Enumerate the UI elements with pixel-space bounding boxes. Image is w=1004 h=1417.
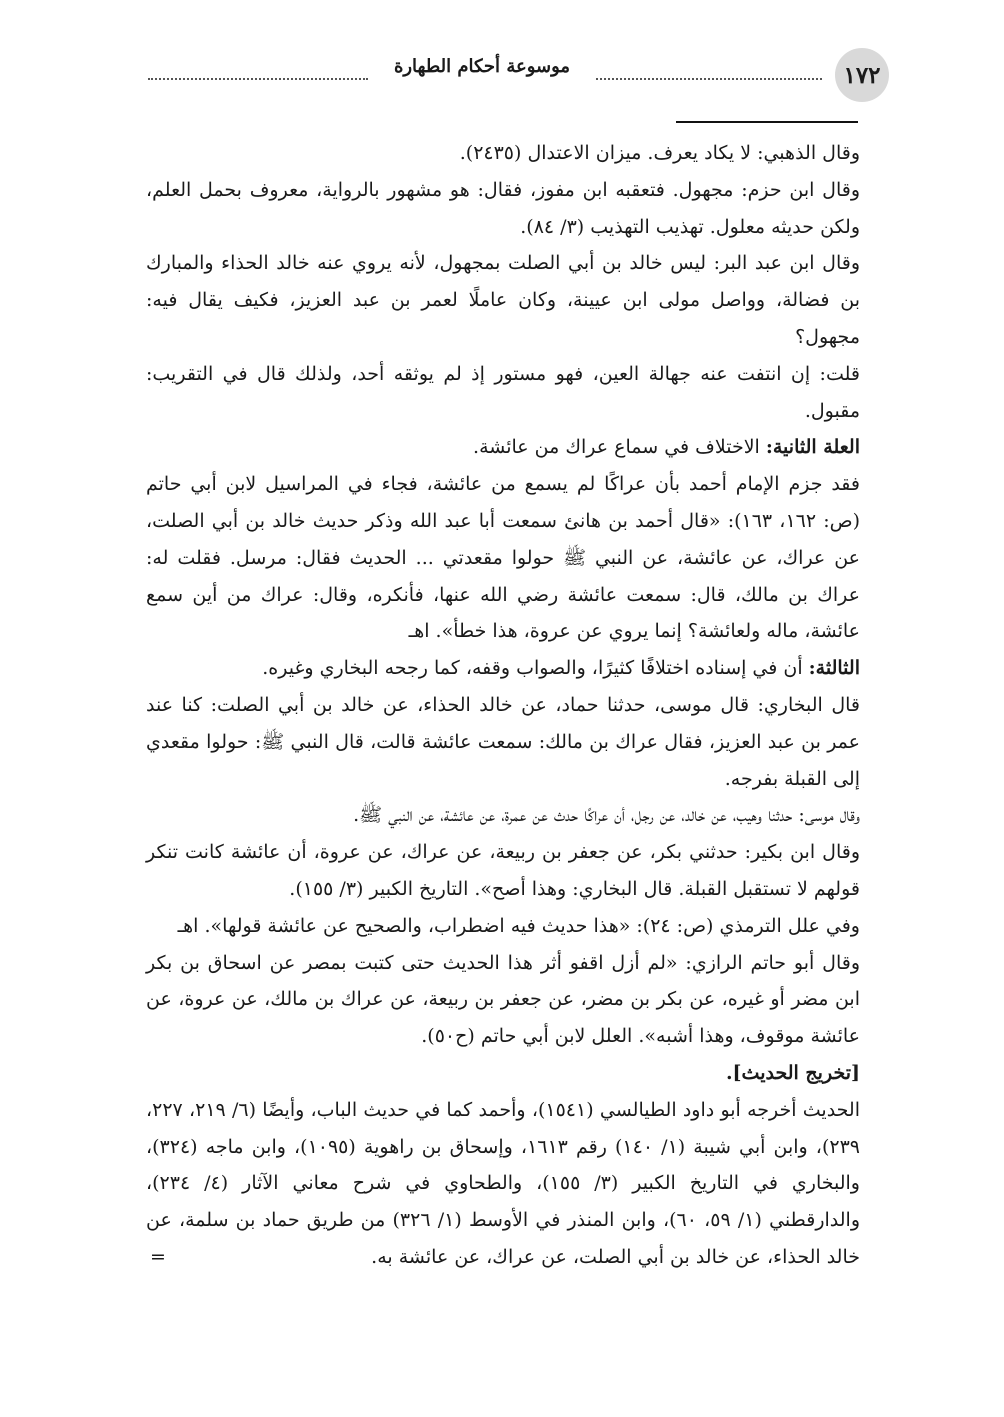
paragraph-text: وقال ابن بكير: حدثني بكر، عن جعفر بن ربيعة، عن عراك، عن عروة، أن عائشة كانت تنكر قولهم لا تستقبل القبلة. قال البخاري: وهذا أصح». التاريخ الكبير (٣/ ١٥٥). [146,841,860,900]
paragraph-text: قلت: إن انتفت عنه جهالة العين، فهو مستور إذ لم يوثقه أحد، ولذلك قال في التقريب: مقبول. [146,362,860,422]
paragraph-text: الاختلاف في سماع عراك من عائشة. [473,436,766,459]
paragraph-text: قال البخاري: قال موسى، حدثنا حماد، عن خالد الحذاء، عن خالد بن أبي الصلت: كنا عند عمر بن عبد العزيز، فقال عراك بن مالك: سمعت عائشة قالت، قال النبي ﷺ: حولوا مقعدي إلى القبلة بفرجه. [146,693,860,790]
paragraph [146,135,860,172]
paragraph [146,945,860,1055]
paragraph [146,1092,860,1276]
paragraph-text: وقال موسى: حدثنا وهيب، عن خالد، عن رجل، أن عراكًا حدث عن عمرة، عن عائشة، عن النبي ﷺ. [353,804,860,827]
paragraph [146,797,860,834]
paragraph [146,429,860,466]
paragraph [146,650,860,687]
paragraph-label: [تخريج الحديث]. [725,1061,860,1084]
paragraph-text: وقال ابن حزم: مجهول. فتعقبه ابن مفوز، فقال: هو مشهور بالرواية، معروف بحمل العلم، ولكن حديثه معلول. تهذيب التهذيب (٣/ ٨٤). [146,178,860,238]
paragraph [146,834,860,908]
continuation-mark: = [150,1245,166,1268]
paragraph [146,466,860,650]
header-dotted-rule-left [148,60,368,80]
page-number: ١٧٢ [835,48,889,102]
paragraph-label: الثالثة: [808,657,860,680]
paragraph-text: وفي علل الترمذي (ص: ٢٤): «هذا حديث فيه اضطراب، والصحيح عن عائشة قولها». اهـ [177,914,860,937]
footnote-body [146,135,860,1276]
paragraph-text: وقال الذهبي: لا يكاد يعرف. ميزان الاعتدال (٢٤٣٥). [459,142,860,164]
paragraph [146,172,860,246]
paragraph [146,908,860,945]
paragraph [146,245,860,355]
paragraph-text: فقد جزم الإمام أحمد بأن عراكًا لم يسمع من عائشة، فجاء في المراسيل لابن أبي حاتم (ص: ١٦٢، ١٦٣): «قال أحمد بن هانئ سمعت أبا عبد الله وذكر حديث خالد بن أبي الصلت، عن عراك، عن عائشة، عن النبي ﷺ حولوا مقعدتي ... الحديث فقال: مرسل. فقلت له: عراك بن مالك، قال: سمعت عائشة رضي الله عنها، فأنكره، وقال: عراك من أين سمع عائشة، ماله ولعائشة؟ إنما يروي عن عروة، هذا خطأ». اهـ [146,473,861,643]
paragraph-text: وقال أبو حاتم الرازي: «لم أزل اقفو أثر هذا الحديث حتى كتبت بمصر عن اسحاق بن بكر ابن مضر أو غيره، عن بكر بن مضر، عن جعفر بن ربيعة، عن عراك بن مالك، عن عروة، عن عائشة موقوف، وهذا أشبه». العلل لابن أبي حاتم (ح٥٠). [146,951,860,1048]
footnote-separator [676,121,858,123]
paragraph [146,1055,860,1092]
paragraph-label: العلة الثانية: [765,436,860,459]
paragraph-text: وقال ابن عبد البر: ليس خالد بن أبي الصلت بمجهول، لأنه يروي عنه خالد الحذاء والمبارك بن فضالة، وواصل مولى ابن عيينة، وكان عاملًا لعمر بن عبد العزيز، فكيف يقال فيه: مجهول؟ [146,252,860,348]
paragraph [146,687,860,797]
paragraph-text: الحديث أخرجه أبو داود الطيالسي (١٥٤١)، وأحمد كما في حديث الباب، وأيضًا (٦/ ٢١٩، ٢٢٧، ٢٣٩)، وابن أبي شيبة (١/ ١٤٠) رقم ١٦١٣، وإسحاق بن راهوية (١٠٩٥)، وابن ماجه (٣٢٤)، والبخاري في التاريخ الكبير (٣/ ١٥٥)، والطحاوي في شرح معاني الآثار (٤/ ٢٣٤)، والدارقطني (١/ ٥٩، ٦٠)، وابن المنذر في الأوسط (١/ ٣٢٦) من طريق حماد بن سلمة، عن خالد الحذاء، عن خالد بن أبي الصلت، عن عراك، عن عائشة به. [146,1098,861,1268]
paragraph-text: أن في إسناده اختلافًا كثيرًا، والصواب وقفه، كما رجحه البخاري وغيره. [262,657,809,680]
paragraph [146,356,860,430]
running-title: موسوعة أحكام الطهارة [393,56,571,77]
header-dotted-rule-right [596,60,822,80]
